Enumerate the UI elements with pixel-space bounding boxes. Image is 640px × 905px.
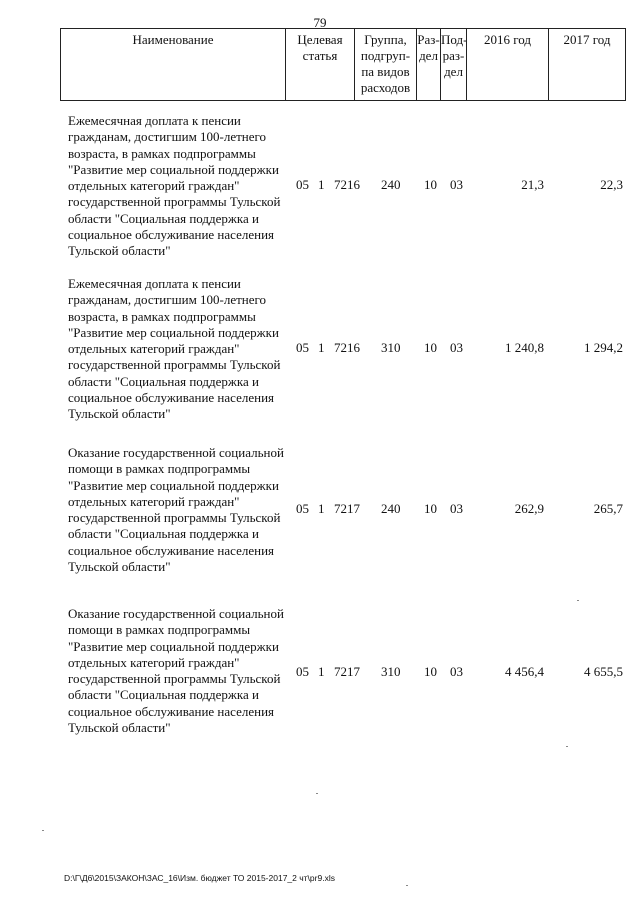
header-group-line: Группа, <box>364 32 407 47</box>
cell-section: 10 <box>424 664 437 679</box>
cell-target-code: 7217 <box>334 501 360 516</box>
file-path-footer: D:\Г\Д6\2015\ЗАКОН\ЗАС_16\Изм. бюджет ТО 2015-2017_2 чт\pr9.xls <box>64 873 335 883</box>
row-name-line: государственной программы Тульской <box>68 510 281 526</box>
row-name-line: Ежемесячная доплата к пенсии <box>68 113 241 128</box>
row-name-line: социальное обслуживание населения <box>68 703 275 719</box>
header-name-label: Наименование <box>132 32 214 47</box>
row-name <box>68 445 298 575</box>
row-name <box>68 606 298 736</box>
header-2016-label: 2016 год <box>484 32 531 47</box>
row-name-line: области "Социальная поддержка и <box>68 373 260 389</box>
row-name-line: "Развитие мер социальной поддержки <box>68 324 279 340</box>
cell-target-program: 05 <box>296 177 309 192</box>
cell-target-subprogram: 1 <box>318 340 325 355</box>
row-name <box>68 113 298 260</box>
cell-group: 240 <box>381 501 401 516</box>
row-name-line: "Развитие мер социальной поддержки <box>68 477 279 493</box>
row-name-line: Оказание государственной социальной <box>68 606 284 621</box>
cell-target-program: 05 <box>296 340 309 355</box>
cell-2017: 265,7 <box>593 501 623 516</box>
cell-section: 10 <box>424 177 437 192</box>
cell-group: 240 <box>381 177 401 192</box>
row-name-line: отдельных категорий граждан" <box>68 341 240 357</box>
scan-speck <box>42 830 44 831</box>
page-number: 79 <box>313 15 327 30</box>
row-name-line: отдельных категорий граждан" <box>68 493 240 509</box>
header-2016 <box>466 29 548 100</box>
header-subsection-line: раз- <box>442 48 465 63</box>
row-name-line: Тульской области" <box>68 243 171 259</box>
cell-target-subprogram: 1 <box>318 177 325 192</box>
header-target-line: статья <box>302 48 338 63</box>
row-name-line: области "Социальная поддержка и <box>68 526 260 542</box>
header-section-line: Раз- <box>417 32 440 47</box>
header-section-line: дел <box>419 48 438 63</box>
row-name-line: Ежемесячная доплата к пенсии <box>68 276 241 291</box>
row-name-line: социальное обслуживание населения <box>68 390 275 406</box>
cell-2017: 4 655,5 <box>584 664 623 679</box>
row-name-line: помощи в рамках подпрограммы <box>68 622 251 638</box>
cell-target-subprogram: 1 <box>318 664 325 679</box>
scan-speck <box>316 793 318 794</box>
cell-target-code: 7216 <box>334 340 360 355</box>
cell-target-program: 05 <box>296 501 309 516</box>
header-group-line: па видов <box>361 64 410 79</box>
header-name <box>60 29 285 100</box>
header-2017-label: 2017 год <box>563 32 611 47</box>
row-name-line: отдельных категорий граждан" <box>68 178 240 194</box>
row-name-line: помощи в рамках подпрограммы <box>68 461 251 477</box>
row-name-line: Оказание государственной социальной <box>68 445 284 460</box>
header-group-line: расходов <box>360 80 411 95</box>
header-2017 <box>548 29 626 100</box>
row-name-line: "Развитие мер социальной поддержки <box>68 161 279 177</box>
row-name-line: возраста, в рамках подпрограммы <box>68 308 256 324</box>
row-name-line: отдельных категорий граждан" <box>68 654 240 670</box>
cell-2016: 1 240,8 <box>505 340 544 355</box>
row-name-line: государственной программы Тульской <box>68 357 281 373</box>
row-name-line: возраста, в рамках подпрограммы <box>68 145 256 161</box>
row-name-line: государственной программы Тульской <box>68 671 281 687</box>
cell-target-code: 7216 <box>334 177 360 192</box>
cell-group: 310 <box>381 664 401 679</box>
cell-2016: 262,9 <box>514 501 544 516</box>
row-name-line: гражданам, достигшим 100-летнего <box>68 292 267 308</box>
cell-subsection: 03 <box>450 177 463 192</box>
row-name-line: социальное обслуживание населения <box>68 227 275 243</box>
cell-section: 10 <box>424 340 437 355</box>
cell-2017: 1 294,2 <box>584 340 623 355</box>
cell-subsection: 03 <box>450 664 463 679</box>
row-name-line: области "Социальная поддержка и <box>68 210 260 226</box>
cell-group: 310 <box>381 340 401 355</box>
scan-speck <box>406 885 408 886</box>
header-subsection-line: Под- <box>441 32 468 47</box>
row-name-line: Тульской области" <box>68 406 171 422</box>
table-header <box>60 28 626 101</box>
header-group-line: подгруп- <box>360 48 411 63</box>
cell-subsection: 03 <box>450 340 463 355</box>
row-name-line: "Развитие мер социальной поддержки <box>68 638 279 654</box>
header-target-article <box>285 29 354 100</box>
header-group <box>354 29 416 100</box>
scan-speck <box>577 600 579 601</box>
cell-2016: 21,3 <box>521 177 544 192</box>
row-name-line: области "Социальная поддержка и <box>68 687 260 703</box>
row-name-line: Тульской области" <box>68 720 171 736</box>
header-subsection <box>440 29 466 100</box>
row-name-line: социальное обслуживание населения <box>68 542 275 558</box>
row-name-line: гражданам, достигшим 100-летнего <box>68 129 267 145</box>
header-section <box>416 29 440 100</box>
cell-2017: 22,3 <box>600 177 623 192</box>
cell-2016: 4 456,4 <box>505 664 544 679</box>
cell-target-program: 05 <box>296 664 309 679</box>
row-name <box>68 276 298 423</box>
cell-section: 10 <box>424 501 437 516</box>
row-name-line: Тульской области" <box>68 559 171 575</box>
scan-speck <box>566 746 568 747</box>
cell-target-code: 7217 <box>334 664 360 679</box>
header-subsection-line: дел <box>444 64 463 79</box>
header-target-line: Целевая <box>297 32 343 47</box>
row-name-line: государственной программы Тульской <box>68 194 281 210</box>
cell-target-subprogram: 1 <box>318 501 325 516</box>
cell-subsection: 03 <box>450 501 463 516</box>
